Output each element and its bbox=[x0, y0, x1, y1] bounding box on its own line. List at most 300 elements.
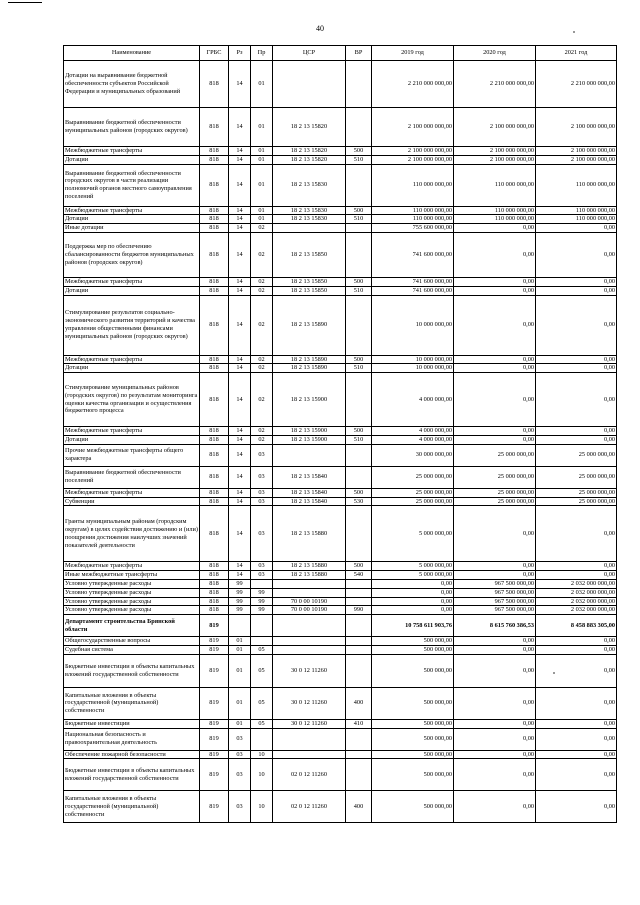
row-grbs: 818 bbox=[200, 277, 229, 286]
row-vr: 500 bbox=[346, 488, 372, 497]
row-pr: 99 bbox=[251, 606, 273, 615]
row-pr: 01 bbox=[251, 61, 273, 108]
row-rz: 14 bbox=[229, 232, 251, 277]
table-row bbox=[64, 750, 617, 759]
table-row bbox=[64, 155, 617, 164]
row-pr bbox=[251, 615, 273, 637]
top-rule bbox=[8, 2, 42, 3]
row-grbs: 819 bbox=[200, 615, 229, 637]
row-value-2021: 0,00 bbox=[536, 435, 617, 444]
row-rz: 03 bbox=[229, 791, 251, 823]
row-value-2020: 0,00 bbox=[454, 791, 536, 823]
col-header-2019: 2019 год bbox=[372, 46, 454, 61]
row-value-2019: 5 000 000,00 bbox=[372, 506, 454, 562]
row-grbs: 819 bbox=[200, 654, 229, 687]
row-name: Департамент строительства Брянской области bbox=[64, 615, 200, 637]
col-header-vr: ВР bbox=[346, 46, 372, 61]
row-value-2020: 0,00 bbox=[454, 728, 536, 750]
row-csr: 30 0 12 11260 bbox=[273, 719, 346, 728]
row-pr: 01 bbox=[251, 108, 273, 147]
row-value-2020: 2 100 000 000,00 bbox=[454, 147, 536, 156]
table-row bbox=[64, 506, 617, 562]
row-grbs: 818 bbox=[200, 435, 229, 444]
row-vr bbox=[346, 506, 372, 562]
row-pr: 03 bbox=[251, 497, 273, 506]
row-value-2019: 500 000,00 bbox=[372, 637, 454, 646]
row-name: Межбюджетные трансферты bbox=[64, 206, 200, 215]
row-value-2019: 110 000 000,00 bbox=[372, 164, 454, 206]
row-rz: 03 bbox=[229, 728, 251, 750]
row-rz: 14 bbox=[229, 206, 251, 215]
row-value-2019: 4 000 000,00 bbox=[372, 435, 454, 444]
row-name: Условно утвержденные расходы bbox=[64, 606, 200, 615]
row-pr: 02 bbox=[251, 364, 273, 373]
row-grbs: 819 bbox=[200, 759, 229, 791]
table-row bbox=[64, 645, 617, 654]
row-value-2021: 110 000 000,00 bbox=[536, 215, 617, 224]
row-csr: 18 2 13 15900 bbox=[273, 427, 346, 436]
row-rz: 14 bbox=[229, 108, 251, 147]
row-vr: 400 bbox=[346, 791, 372, 823]
row-value-2019: 4 000 000,00 bbox=[372, 427, 454, 436]
row-csr: 30 0 12 11260 bbox=[273, 687, 346, 719]
row-grbs: 818 bbox=[200, 373, 229, 427]
row-grbs: 819 bbox=[200, 637, 229, 646]
row-value-2021: 0,00 bbox=[536, 728, 617, 750]
col-header-csr: ЦСР bbox=[273, 46, 346, 61]
row-rz: 14 bbox=[229, 444, 251, 466]
table-row bbox=[64, 637, 617, 646]
row-value-2020: 25 000 000,00 bbox=[454, 488, 536, 497]
row-pr: 01 bbox=[251, 155, 273, 164]
table-row bbox=[64, 728, 617, 750]
row-csr: 18 2 13 15830 bbox=[273, 206, 346, 215]
row-pr: 03 bbox=[251, 562, 273, 571]
row-name: Условно утвержденные расходы bbox=[64, 579, 200, 588]
table-row bbox=[64, 164, 617, 206]
table-row bbox=[64, 597, 617, 606]
row-value-2021: 110 000 000,00 bbox=[536, 206, 617, 215]
row-value-2019: 30 000 000,00 bbox=[372, 444, 454, 466]
row-rz: 14 bbox=[229, 355, 251, 364]
row-csr: 18 2 13 15850 bbox=[273, 277, 346, 286]
row-grbs: 818 bbox=[200, 224, 229, 233]
row-vr: 500 bbox=[346, 355, 372, 364]
table-row bbox=[64, 791, 617, 823]
row-value-2019: 25 000 000,00 bbox=[372, 488, 454, 497]
scan-speck bbox=[573, 31, 575, 33]
table-row bbox=[64, 759, 617, 791]
row-pr: 02 bbox=[251, 295, 273, 355]
row-rz: 99 bbox=[229, 579, 251, 588]
row-value-2021: 0,00 bbox=[536, 506, 617, 562]
table-row bbox=[64, 364, 617, 373]
row-name: Дотации bbox=[64, 435, 200, 444]
row-value-2020: 0,00 bbox=[454, 364, 536, 373]
row-csr: 18 2 13 15880 bbox=[273, 506, 346, 562]
row-rz: 14 bbox=[229, 506, 251, 562]
row-grbs: 818 bbox=[200, 488, 229, 497]
row-pr: 05 bbox=[251, 719, 273, 728]
row-rz bbox=[229, 615, 251, 637]
row-name: Межбюджетные трансферты bbox=[64, 562, 200, 571]
row-value-2021: 0,00 bbox=[536, 791, 617, 823]
row-value-2019: 500 000,00 bbox=[372, 759, 454, 791]
row-name: Судебная система bbox=[64, 645, 200, 654]
row-rz: 01 bbox=[229, 645, 251, 654]
row-grbs: 819 bbox=[200, 750, 229, 759]
row-csr: 18 2 13 15840 bbox=[273, 466, 346, 488]
row-vr bbox=[346, 588, 372, 597]
row-value-2021: 0,00 bbox=[536, 286, 617, 295]
row-value-2019: 5 000 000,00 bbox=[372, 571, 454, 580]
row-csr bbox=[273, 61, 346, 108]
table-row bbox=[64, 654, 617, 687]
row-csr: 18 2 13 15880 bbox=[273, 562, 346, 571]
table-row bbox=[64, 562, 617, 571]
table-row bbox=[64, 606, 617, 615]
row-value-2020: 0,00 bbox=[454, 286, 536, 295]
row-name: Бюджетные инвестиции в объекты капитальных вложений государственной собственности bbox=[64, 759, 200, 791]
row-vr: 510 bbox=[346, 215, 372, 224]
row-csr: 18 2 13 15900 bbox=[273, 373, 346, 427]
row-value-2021: 2 032 000 000,00 bbox=[536, 579, 617, 588]
row-csr: 70 0 00 10190 bbox=[273, 606, 346, 615]
row-value-2020: 0,00 bbox=[454, 435, 536, 444]
row-name: Выравнивание бюджетной обеспеченности муниципальных районов (городских округов) bbox=[64, 108, 200, 147]
row-grbs: 818 bbox=[200, 295, 229, 355]
row-vr: 990 bbox=[346, 606, 372, 615]
row-value-2021: 0,00 bbox=[536, 232, 617, 277]
row-value-2020: 0,00 bbox=[454, 637, 536, 646]
row-grbs: 819 bbox=[200, 645, 229, 654]
row-vr bbox=[346, 444, 372, 466]
row-name: Капитальные вложения в объекты государственной (муниципальной) собственности bbox=[64, 687, 200, 719]
row-value-2019: 741 600 000,00 bbox=[372, 286, 454, 295]
table-row bbox=[64, 488, 617, 497]
row-rz: 14 bbox=[229, 562, 251, 571]
row-value-2019: 10 000 000,00 bbox=[372, 295, 454, 355]
row-name: Гранты муниципальным районам (городским округам) в целях содействия достижению и (или) поощрения достижения наилучших значений показателей деятельности bbox=[64, 506, 200, 562]
row-pr: 10 bbox=[251, 759, 273, 791]
row-rz: 14 bbox=[229, 277, 251, 286]
table-row bbox=[64, 719, 617, 728]
row-name: Межбюджетные трансферты bbox=[64, 355, 200, 364]
row-value-2021: 2 100 000 000,00 bbox=[536, 108, 617, 147]
row-vr bbox=[346, 108, 372, 147]
row-grbs: 818 bbox=[200, 206, 229, 215]
row-grbs: 818 bbox=[200, 155, 229, 164]
row-csr: 18 2 13 15820 bbox=[273, 155, 346, 164]
row-csr: 30 0 12 11260 bbox=[273, 654, 346, 687]
table-row bbox=[64, 277, 617, 286]
row-value-2020: 0,00 bbox=[454, 687, 536, 719]
table-row bbox=[64, 687, 617, 719]
row-pr bbox=[251, 637, 273, 646]
row-vr bbox=[346, 637, 372, 646]
row-name: Субвенции bbox=[64, 497, 200, 506]
row-vr: 500 bbox=[346, 277, 372, 286]
row-name: Межбюджетные трансферты bbox=[64, 147, 200, 156]
row-csr: 18 2 13 15840 bbox=[273, 497, 346, 506]
row-name: Межбюджетные трансферты bbox=[64, 277, 200, 286]
row-rz: 01 bbox=[229, 687, 251, 719]
row-pr: 10 bbox=[251, 750, 273, 759]
row-vr bbox=[346, 728, 372, 750]
row-value-2019: 500 000,00 bbox=[372, 654, 454, 687]
row-name: Выравнивание бюджетной обеспеченности поселений bbox=[64, 466, 200, 488]
row-grbs: 819 bbox=[200, 719, 229, 728]
table-row bbox=[64, 215, 617, 224]
row-grbs: 818 bbox=[200, 571, 229, 580]
row-rz: 14 bbox=[229, 435, 251, 444]
row-grbs: 818 bbox=[200, 466, 229, 488]
row-value-2020: 110 000 000,00 bbox=[454, 164, 536, 206]
row-value-2021: 0,00 bbox=[536, 373, 617, 427]
table-row bbox=[64, 147, 617, 156]
row-name: Национальная безопасность и правоохранительная деятельность bbox=[64, 728, 200, 750]
row-vr: 510 bbox=[346, 286, 372, 295]
row-value-2019: 741 600 000,00 bbox=[372, 232, 454, 277]
row-value-2021: 0,00 bbox=[536, 637, 617, 646]
row-csr: 18 2 13 15820 bbox=[273, 147, 346, 156]
row-name: Прочие межбюджетные трансферты общего характера bbox=[64, 444, 200, 466]
row-value-2021: 0,00 bbox=[536, 427, 617, 436]
col-header-pr: Пр bbox=[251, 46, 273, 61]
row-pr: 02 bbox=[251, 355, 273, 364]
row-csr bbox=[273, 579, 346, 588]
table-row bbox=[64, 224, 617, 233]
row-csr: 18 2 13 15820 bbox=[273, 108, 346, 147]
col-header-rz: Рз bbox=[229, 46, 251, 61]
row-grbs: 818 bbox=[200, 444, 229, 466]
row-name: Дотации bbox=[64, 215, 200, 224]
row-value-2020: 0,00 bbox=[454, 654, 536, 687]
table-row bbox=[64, 232, 617, 277]
row-value-2020: 0,00 bbox=[454, 506, 536, 562]
row-grbs: 818 bbox=[200, 364, 229, 373]
row-vr: 500 bbox=[346, 427, 372, 436]
row-vr: 530 bbox=[346, 497, 372, 506]
row-value-2019: 25 000 000,00 bbox=[372, 497, 454, 506]
row-rz: 14 bbox=[229, 147, 251, 156]
row-vr bbox=[346, 295, 372, 355]
row-rz: 14 bbox=[229, 373, 251, 427]
row-value-2019: 2 100 000 000,00 bbox=[372, 147, 454, 156]
table-row bbox=[64, 355, 617, 364]
row-name: Дотации bbox=[64, 155, 200, 164]
row-name: Иные межбюджетные трансферты bbox=[64, 571, 200, 580]
row-vr bbox=[346, 645, 372, 654]
table-row bbox=[64, 444, 617, 466]
row-vr: 410 bbox=[346, 719, 372, 728]
row-csr: 70 0 00 10190 bbox=[273, 597, 346, 606]
row-vr bbox=[346, 597, 372, 606]
row-csr: 18 2 13 15850 bbox=[273, 232, 346, 277]
row-value-2021: 0,00 bbox=[536, 224, 617, 233]
row-name: Дотации на выравнивание бюджетной обеспеченности субъектов Российской Федерации и муниципальных образований bbox=[64, 61, 200, 108]
row-rz: 03 bbox=[229, 750, 251, 759]
row-name: Бюджетные инвестиции в объекты капитальных вложений государственной собственности bbox=[64, 654, 200, 687]
row-pr: 02 bbox=[251, 232, 273, 277]
row-value-2020: 110 000 000,00 bbox=[454, 215, 536, 224]
row-csr: 18 2 13 15840 bbox=[273, 488, 346, 497]
row-value-2019: 500 000,00 bbox=[372, 719, 454, 728]
row-grbs: 818 bbox=[200, 588, 229, 597]
row-csr bbox=[273, 637, 346, 646]
row-rz: 14 bbox=[229, 295, 251, 355]
row-value-2020: 25 000 000,00 bbox=[454, 444, 536, 466]
row-pr: 03 bbox=[251, 571, 273, 580]
row-name: Бюджетные инвестиции bbox=[64, 719, 200, 728]
row-pr: 05 bbox=[251, 645, 273, 654]
row-vr bbox=[346, 232, 372, 277]
row-value-2021: 2 100 000 000,00 bbox=[536, 155, 617, 164]
row-name: Капитальные вложения в объекты государственной (муниципальной) собственности bbox=[64, 791, 200, 823]
row-pr: 03 bbox=[251, 466, 273, 488]
row-value-2020: 0,00 bbox=[454, 355, 536, 364]
row-vr: 500 bbox=[346, 147, 372, 156]
row-value-2021: 2 210 000 000,00 bbox=[536, 61, 617, 108]
row-value-2019: 110 000 000,00 bbox=[372, 215, 454, 224]
row-grbs: 818 bbox=[200, 147, 229, 156]
row-value-2021: 0,00 bbox=[536, 719, 617, 728]
row-name: Дотации bbox=[64, 364, 200, 373]
row-value-2020: 25 000 000,00 bbox=[454, 466, 536, 488]
col-header-2021: 2021 год bbox=[536, 46, 617, 61]
row-grbs: 818 bbox=[200, 579, 229, 588]
row-grbs: 818 bbox=[200, 108, 229, 147]
row-value-2020: 967 500 000,00 bbox=[454, 606, 536, 615]
row-value-2020: 0,00 bbox=[454, 232, 536, 277]
row-value-2021: 2 032 000 000,00 bbox=[536, 597, 617, 606]
row-grbs: 819 bbox=[200, 687, 229, 719]
row-csr: 18 2 13 15830 bbox=[273, 164, 346, 206]
row-value-2021: 0,00 bbox=[536, 277, 617, 286]
row-csr: 18 2 13 15830 bbox=[273, 215, 346, 224]
row-value-2021: 25 000 000,00 bbox=[536, 488, 617, 497]
table-body bbox=[64, 61, 617, 823]
row-vr bbox=[346, 224, 372, 233]
row-pr: 03 bbox=[251, 506, 273, 562]
row-value-2020: 0,00 bbox=[454, 224, 536, 233]
row-grbs: 818 bbox=[200, 597, 229, 606]
row-value-2021: 8 458 883 305,00 bbox=[536, 615, 617, 637]
row-rz: 99 bbox=[229, 588, 251, 597]
row-value-2019: 500 000,00 bbox=[372, 645, 454, 654]
row-value-2021: 0,00 bbox=[536, 750, 617, 759]
row-grbs: 818 bbox=[200, 232, 229, 277]
row-value-2019: 5 000 000,00 bbox=[372, 562, 454, 571]
row-value-2019: 500 000,00 bbox=[372, 728, 454, 750]
row-value-2021: 0,00 bbox=[536, 295, 617, 355]
row-grbs: 819 bbox=[200, 791, 229, 823]
row-rz: 14 bbox=[229, 224, 251, 233]
row-name: Выравнивание бюджетной обеспеченности городских округов в части реализации полномочий органов местного самоуправления поселений bbox=[64, 164, 200, 206]
row-pr: 03 bbox=[251, 488, 273, 497]
row-vr bbox=[346, 654, 372, 687]
row-value-2020: 967 500 000,00 bbox=[454, 579, 536, 588]
row-name: Условно утвержденные расходы bbox=[64, 597, 200, 606]
row-name: Межбюджетные трансферты bbox=[64, 427, 200, 436]
row-rz: 14 bbox=[229, 497, 251, 506]
row-csr: 18 2 13 15850 bbox=[273, 286, 346, 295]
row-pr: 05 bbox=[251, 687, 273, 719]
table-row bbox=[64, 295, 617, 355]
row-value-2020: 8 615 760 386,53 bbox=[454, 615, 536, 637]
row-csr: 18 2 13 15890 bbox=[273, 364, 346, 373]
row-value-2020: 0,00 bbox=[454, 277, 536, 286]
row-rz: 14 bbox=[229, 61, 251, 108]
row-vr bbox=[346, 466, 372, 488]
table-row bbox=[64, 466, 617, 488]
row-value-2021: 0,00 bbox=[536, 759, 617, 791]
row-value-2021: 0,00 bbox=[536, 364, 617, 373]
table-row bbox=[64, 286, 617, 295]
row-value-2021: 2 100 000 000,00 bbox=[536, 147, 617, 156]
row-grbs: 818 bbox=[200, 606, 229, 615]
row-value-2019: 0,00 bbox=[372, 606, 454, 615]
row-pr: 10 bbox=[251, 791, 273, 823]
row-vr: 540 bbox=[346, 571, 372, 580]
row-value-2019: 500 000,00 bbox=[372, 750, 454, 759]
row-pr: 01 bbox=[251, 164, 273, 206]
row-vr: 510 bbox=[346, 155, 372, 164]
row-pr: 03 bbox=[251, 444, 273, 466]
row-name: Поддержка мер по обеспечению сбалансированности бюджетов муниципальных районов (городских округов) bbox=[64, 232, 200, 277]
col-header-2020: 2020 год bbox=[454, 46, 536, 61]
page-number: 40 bbox=[316, 24, 324, 33]
row-value-2019: 500 000,00 bbox=[372, 687, 454, 719]
row-csr: 18 2 13 15900 bbox=[273, 435, 346, 444]
row-value-2021: 110 000 000,00 bbox=[536, 164, 617, 206]
row-value-2020: 0,00 bbox=[454, 562, 536, 571]
row-rz: 14 bbox=[229, 364, 251, 373]
row-value-2021: 25 000 000,00 bbox=[536, 466, 617, 488]
row-name: Межбюджетные трансферты bbox=[64, 488, 200, 497]
row-pr: 01 bbox=[251, 147, 273, 156]
row-rz: 01 bbox=[229, 719, 251, 728]
table-row bbox=[64, 435, 617, 444]
row-value-2020: 0,00 bbox=[454, 295, 536, 355]
row-vr: 500 bbox=[346, 562, 372, 571]
row-pr: 99 bbox=[251, 597, 273, 606]
row-csr bbox=[273, 728, 346, 750]
row-csr: 02 0 12 11260 bbox=[273, 759, 346, 791]
row-csr: 18 2 13 15890 bbox=[273, 355, 346, 364]
row-pr: 99 bbox=[251, 588, 273, 597]
row-value-2020: 0,00 bbox=[454, 759, 536, 791]
row-value-2020: 0,00 bbox=[454, 571, 536, 580]
row-value-2020: 25 000 000,00 bbox=[454, 497, 536, 506]
row-value-2019: 2 100 000 000,00 bbox=[372, 108, 454, 147]
row-rz: 14 bbox=[229, 155, 251, 164]
row-value-2019: 2 210 000 000,00 bbox=[372, 61, 454, 108]
row-pr: 02 bbox=[251, 373, 273, 427]
row-vr bbox=[346, 750, 372, 759]
row-grbs: 819 bbox=[200, 728, 229, 750]
row-csr bbox=[273, 750, 346, 759]
row-rz: 14 bbox=[229, 571, 251, 580]
row-value-2019: 755 600 000,00 bbox=[372, 224, 454, 233]
row-value-2019: 0,00 bbox=[372, 588, 454, 597]
row-csr: 18 2 13 15880 bbox=[273, 571, 346, 580]
row-grbs: 818 bbox=[200, 497, 229, 506]
row-value-2021: 0,00 bbox=[536, 355, 617, 364]
row-value-2021: 2 032 000 000,00 bbox=[536, 606, 617, 615]
row-value-2020: 0,00 bbox=[454, 645, 536, 654]
row-name: Иные дотации bbox=[64, 224, 200, 233]
